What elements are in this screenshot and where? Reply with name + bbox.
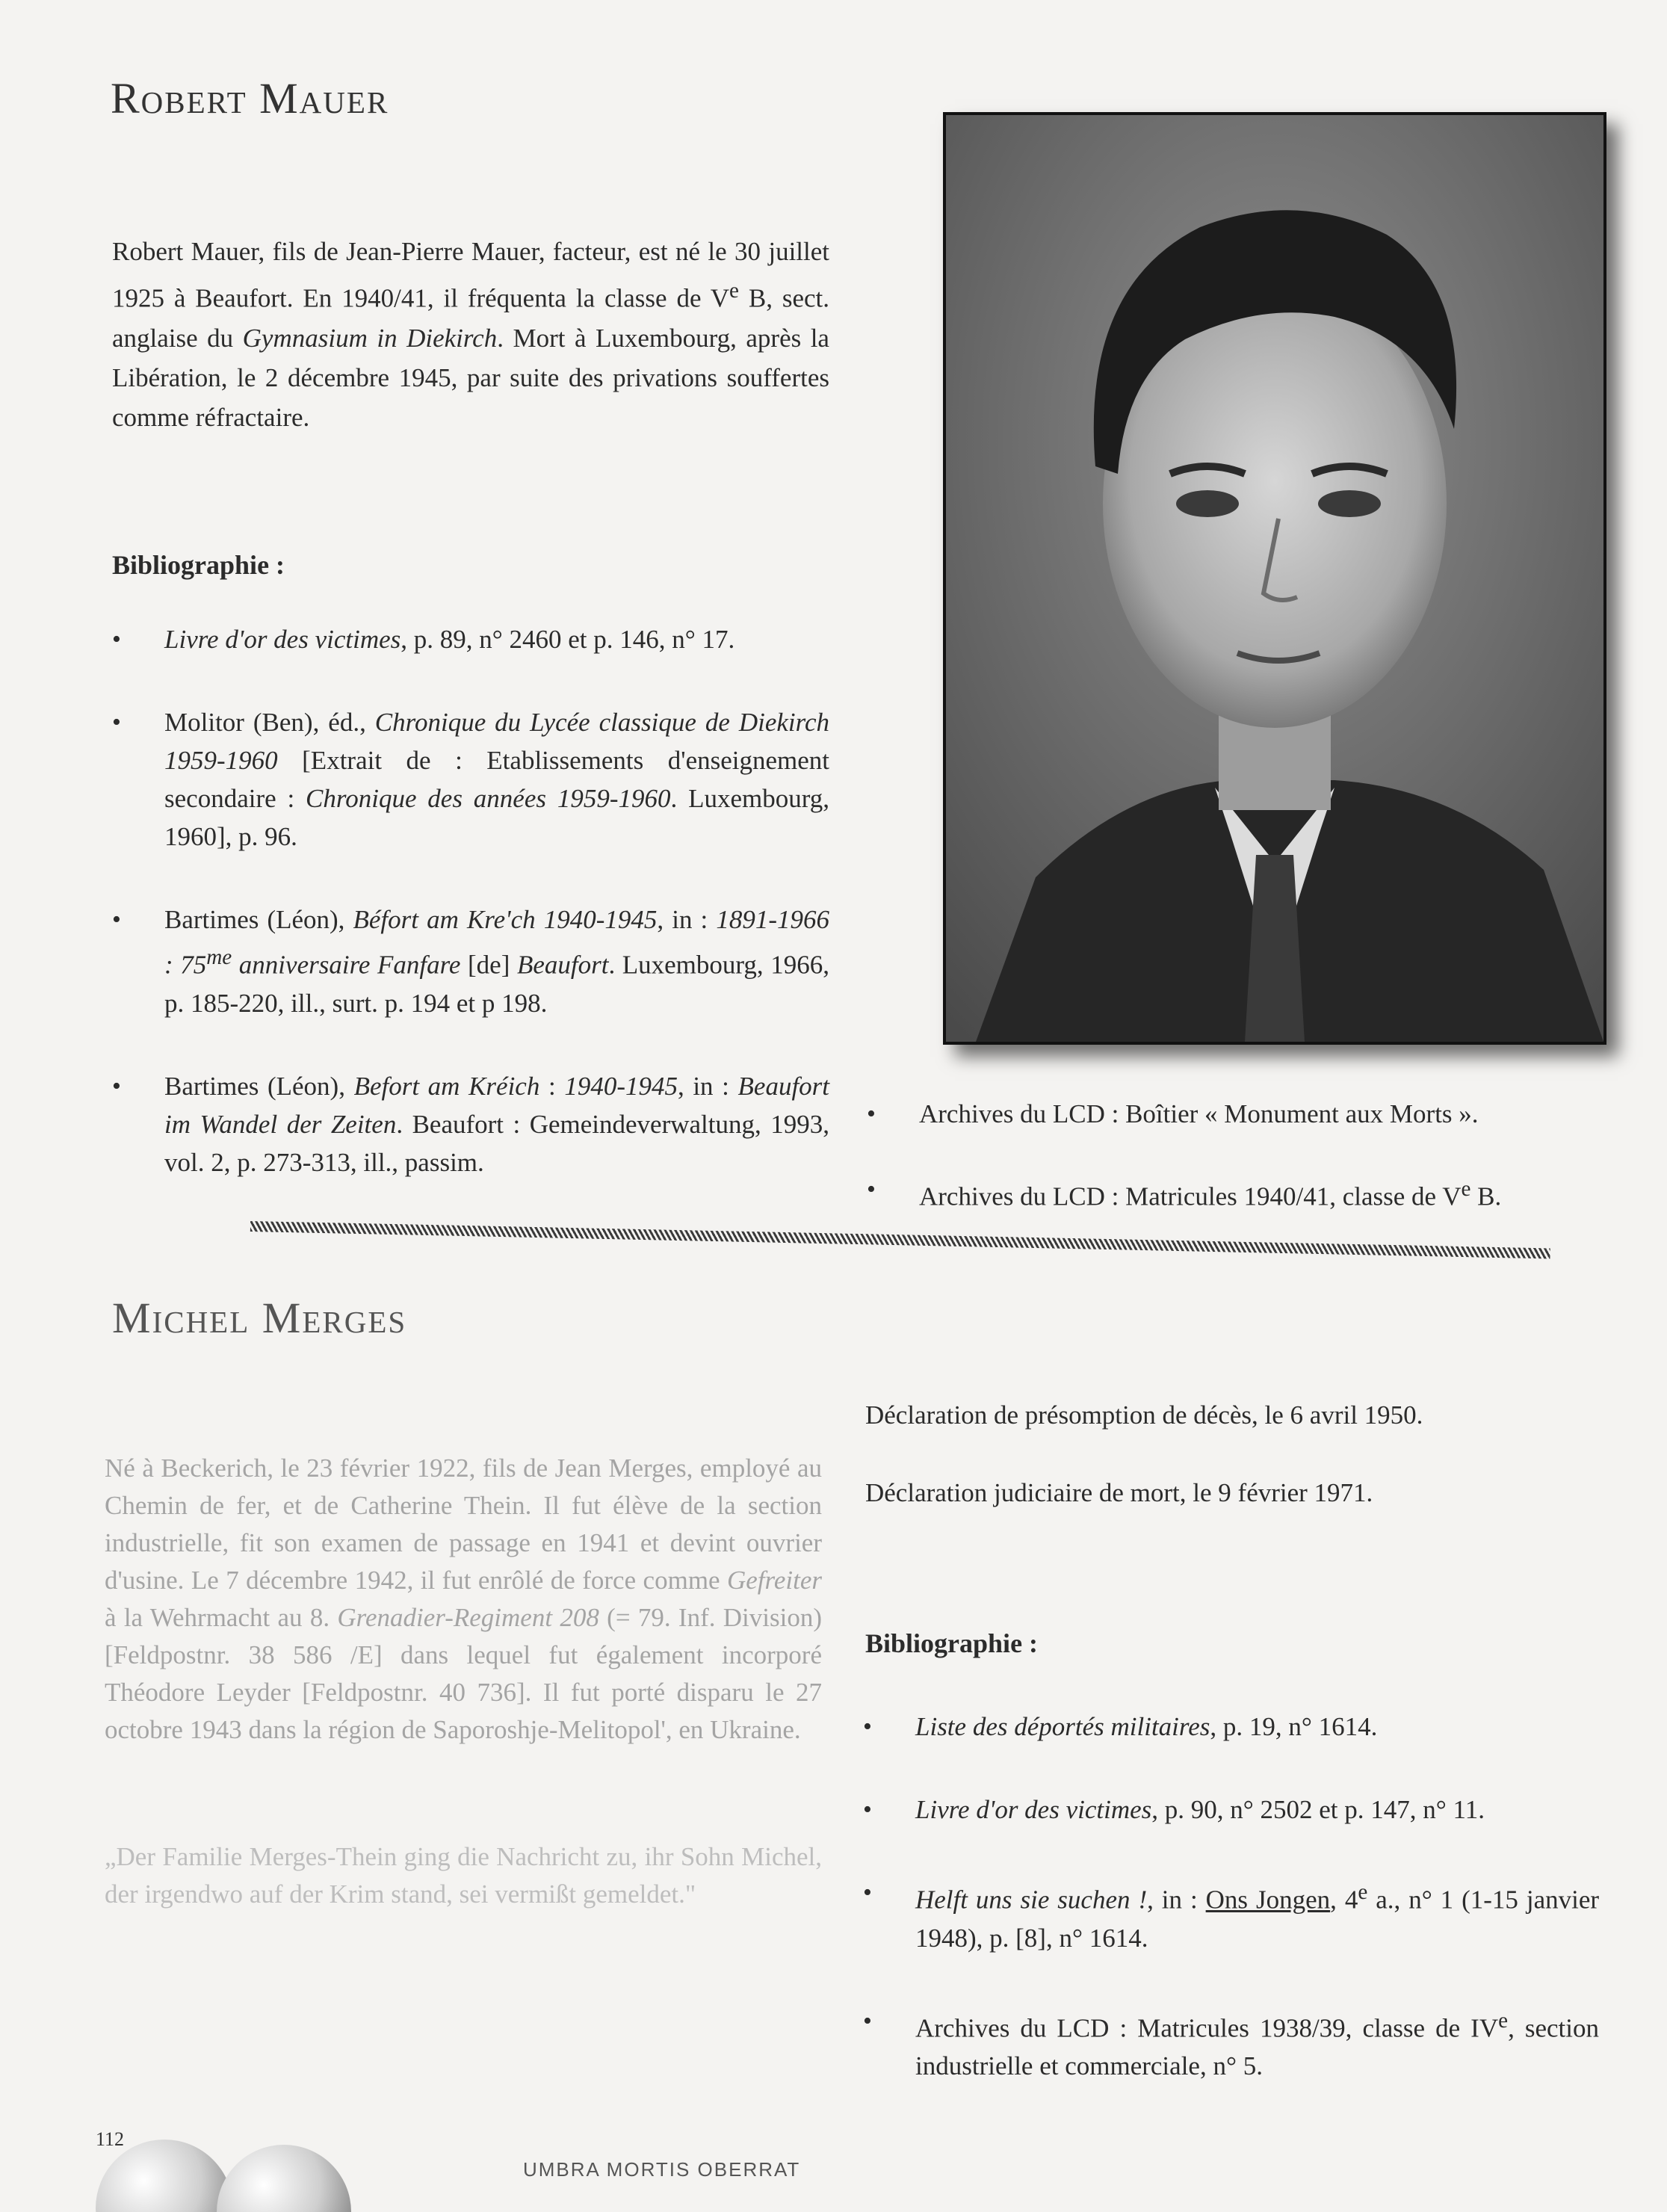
bib-sup: me: [206, 945, 232, 969]
bio-text: B, sect. anglaise du: [112, 283, 829, 353]
bib-item: [863, 1873, 1599, 1957]
bio-text: (= 79. Inf. Division) [Feldpostnr. 38 586 /E] dans lequel fut également incorporé Théodore Leyder [Feldpostnr. 40 736]. Il fut porté disparu le 27 octobre 1943 dans la région de Saporoshje-Melitopol', en Ukraine.: [105, 1603, 823, 1744]
bib-text: , p. 19, n° 1614.: [1210, 1712, 1378, 1741]
archives-list-1: [867, 1095, 1614, 1261]
bib-item: [112, 703, 829, 856]
bio-italic: Gymnasium in Diekirch: [242, 323, 498, 353]
bib-text: , in :: [657, 905, 717, 934]
footer-ornament: [82, 2126, 381, 2208]
declarations: [865, 1396, 1612, 1513]
bib-title: Chronique du Lycée classique de Diekirch 1959-1960: [164, 708, 829, 775]
section-title-robert-mauer: Robert Mauer: [111, 74, 389, 123]
bib-text: Bartimes (Léon),: [164, 905, 353, 934]
bib-title: Beaufort im Wandel der Zeiten: [164, 1071, 830, 1139]
bibliography-list-1: [112, 620, 829, 1226]
bib-text: Archives du LCD : Matricules 1938/39, classe de IV: [915, 2013, 1499, 2043]
bio-italic: Gefreiter: [727, 1566, 822, 1595]
bio-text: Robert Mauer, fils de Jean-Pierre Mauer, facteur, est né le 30 juillet 1925 à Beaufort. En 1940/41, il fréquenta la classe de V: [112, 237, 829, 313]
pearl-ornament-icon: [82, 2126, 381, 2208]
bio-italic: Grenadier-Regiment 208: [337, 1603, 599, 1632]
bib-text: . Luxembourg, 1960], p. 96.: [164, 784, 829, 851]
archive-item: [867, 1095, 1614, 1133]
bib-sup: e: [1498, 2008, 1509, 2033]
bib-title: Helft uns sie suchen !: [915, 1885, 1148, 1915]
archive-text: Archives du LCD : Boîtier « Monument aux Morts ».: [919, 1099, 1479, 1128]
section-title-michel-merges: Michel Merges: [112, 1294, 407, 1342]
bio-michel-merges: [105, 1450, 822, 1749]
archive-text: Archives du LCD : Matricules 1940/41, classe de V: [919, 1181, 1462, 1211]
archive-sup: e: [1461, 1177, 1471, 1201]
archive-text: B.: [1470, 1181, 1502, 1211]
portrait-illustration: [946, 115, 1603, 1042]
bib-sup: e: [1358, 1880, 1368, 1904]
archive-item: [867, 1170, 1614, 1216]
bib-title: Béfort am Kre'ch 1940-1945: [353, 905, 658, 934]
bib-text: . Beaufort : Gemeindeverwaltung, 1993, vol. 2, p. 273-313, ill., passim.: [164, 1109, 830, 1177]
bibliography-heading-1: Bibliographie :: [112, 550, 285, 580]
bib-title: anniversaire Fanfare: [232, 950, 461, 980]
bib-text: Molitor (Ben), éd.,: [164, 708, 375, 737]
bib-title: Livre d'or des victimes: [915, 1795, 1152, 1824]
bio-text: . Mort à Luxembourg, après la Libération, le 2 décembre 1945, par suite des privations souffertes comme réfractaire.: [112, 323, 829, 432]
bib-title: Beaufort: [516, 950, 609, 980]
bib-text: Bartimes (Léon),: [164, 1071, 354, 1101]
bib-title: Chronique des années 1959-1960: [306, 784, 671, 813]
bib-item: [863, 1708, 1599, 1746]
bib-text: , p. 89, n° 2460 et p. 146, n° 17.: [400, 625, 735, 654]
declaration-judicial: Déclaration judiciaire de mort, le 9 février 1971.: [865, 1478, 1373, 1507]
bib-text: [de]: [460, 950, 517, 980]
bio-robert-mauer: [112, 232, 829, 437]
bib-text: . Luxembourg, 1966, p. 185-220, ill., surt. p. 194 et p 198.: [164, 950, 829, 1018]
bib-text: , 4: [1330, 1885, 1358, 1915]
bib-text: , section industrielle et commerciale, n° 5.: [915, 2013, 1599, 2081]
declaration-presumption: Déclaration de présomption de décès, le 6 avril 1950.: [865, 1400, 1423, 1430]
bib-item: [863, 1791, 1599, 1829]
running-title: UMBRA MORTIS OBERRAT: [523, 2158, 801, 2181]
bib-item: [863, 2002, 1599, 2086]
bib-title: 1940-1945: [564, 1071, 678, 1101]
bib-text: a., n° 1 (1-15 janvier 1948), p. [8], n° 1614.: [915, 1885, 1600, 1953]
bib-text: [Extrait de : Etablissements d'enseignement secondaire :: [164, 746, 829, 813]
bib-title: Befort am Kréich: [353, 1071, 540, 1101]
bib-item: [112, 620, 829, 658]
bib-text: :: [539, 1071, 565, 1101]
bio-sup: e: [729, 279, 739, 303]
bib-title: Liste des déportés militaires: [915, 1712, 1210, 1741]
bio-text: à la Wehrmacht au 8.: [105, 1603, 338, 1632]
bibliography-heading-2: Bibliographie :: [865, 1628, 1039, 1658]
quote-michel-merges: „Der Familie Merges-Thein ging die Nachricht zu, ihr Sohn Michel, der irgendwo auf der Krim stand, sei vermißt gemeldet.": [105, 1842, 822, 1909]
bib-journal: Ons Jongen: [1205, 1885, 1331, 1915]
bibliography-list-2: [863, 1708, 1599, 2130]
bib-text: , in :: [677, 1071, 738, 1101]
bib-title: 1891-1966 : 75: [164, 905, 830, 980]
bio-text: Né à Beckerich, le 23 février 1922, fils de Jean Merges, employé au Chemin de fer, et de Catherine Thein. Il fut élève de la section industrielle, fit son examen de passage en 1941 et devint ouvrier d'usine. Le 7 décembre 1942, il fut enrôlé de force comme: [105, 1453, 822, 1595]
bib-title: Livre d'or des victimes: [164, 625, 401, 654]
portrait-photo: [943, 112, 1606, 1045]
bib-text: , p. 90, n° 2502 et p. 147, n° 11.: [1151, 1795, 1485, 1824]
bib-item: [112, 1067, 829, 1181]
bib-text: , in :: [1147, 1885, 1206, 1915]
bib-item: [112, 900, 829, 1022]
page-number: 112: [96, 2128, 125, 2150]
